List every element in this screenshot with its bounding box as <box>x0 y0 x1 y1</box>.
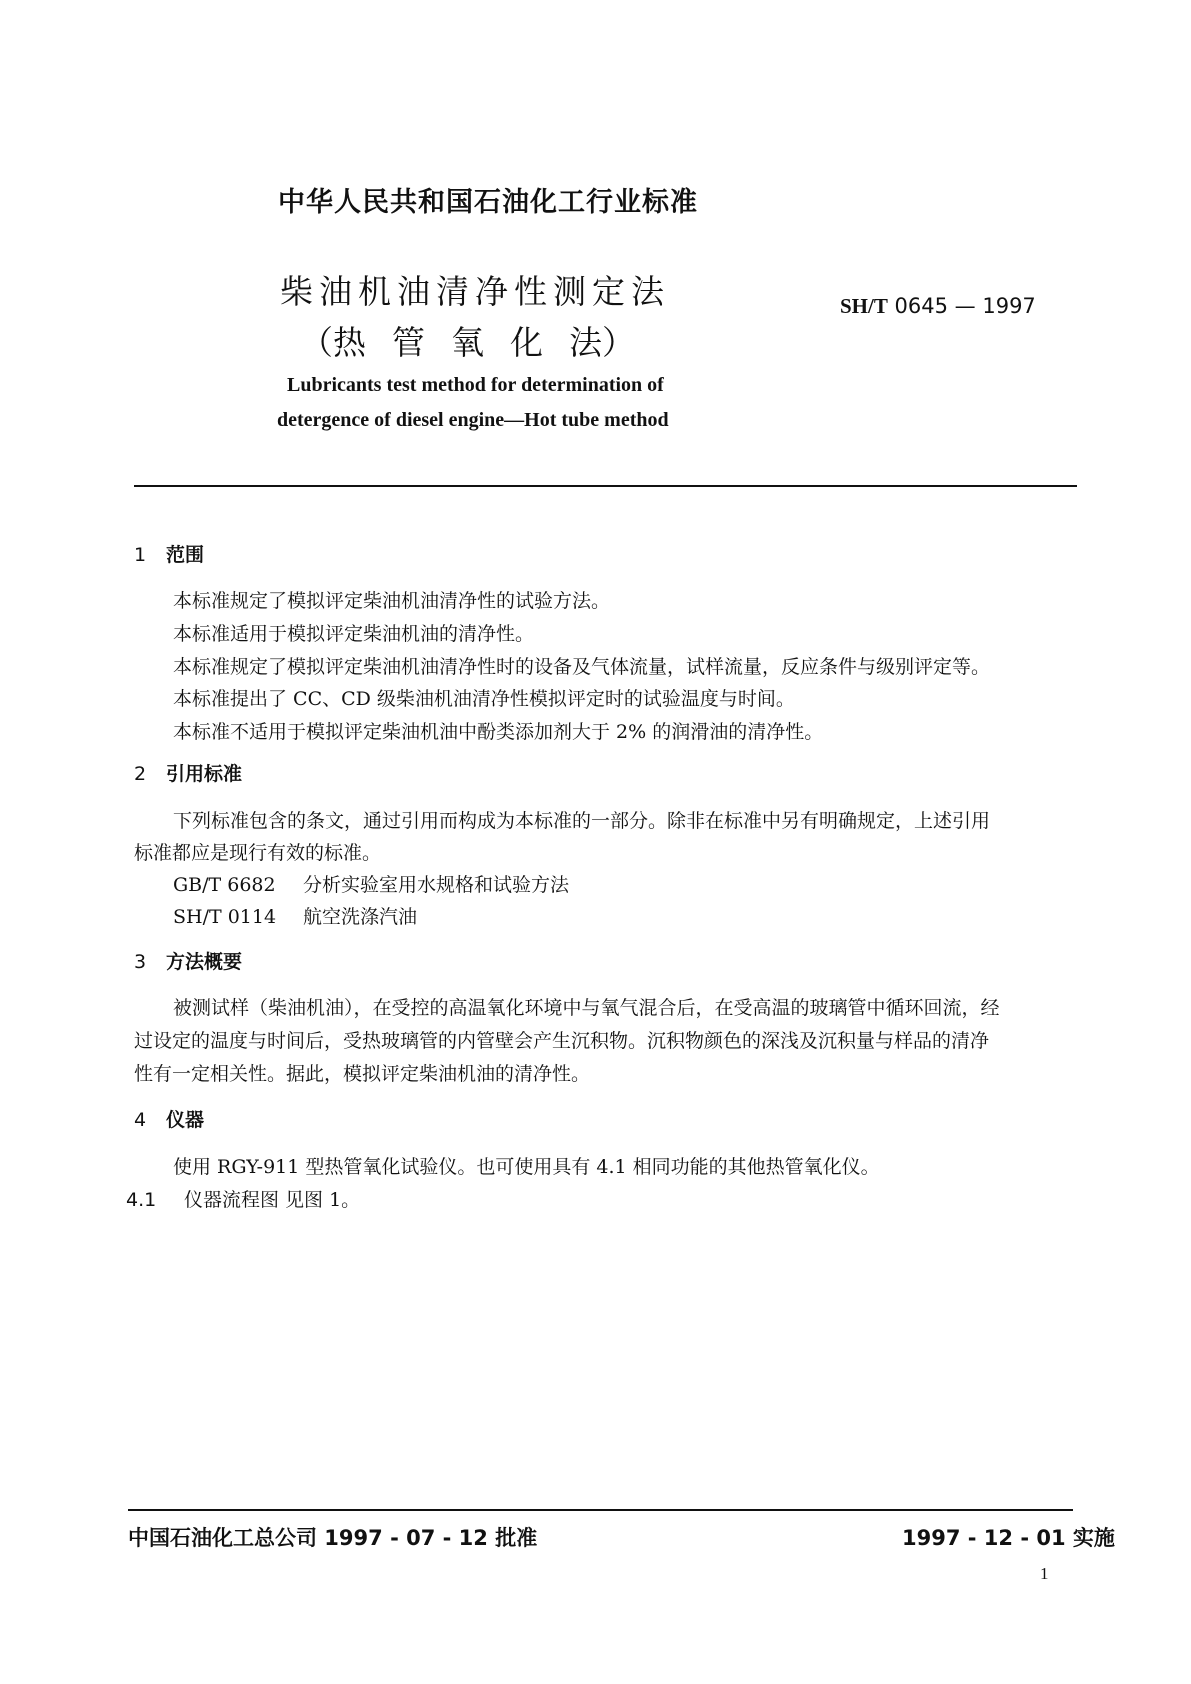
subsection-4-1 <box>126 1185 360 1212</box>
paragraph-line: 本标准规定了模拟评定柴油机油清净性的试验方法。 <box>173 590 611 612</box>
implementation-date: 1997 - 12 - 01 实施 <box>902 1526 1115 1550</box>
paragraph-line: 性有一定相关性。据此，模拟评定柴油机油的清净性。 <box>134 1063 591 1085</box>
section-title: 范围 <box>166 544 205 566</box>
section-heading-normative-references <box>134 759 242 786</box>
section-heading-method-summary <box>134 947 242 974</box>
subtitle-char: 氧 <box>451 323 484 362</box>
section-number: 1 <box>134 544 147 566</box>
paragraph-line: 下列标准包含的条文，通过引用而构成为本标准的一部分。除非在标准中另有明确规定，上述引用 <box>173 810 991 832</box>
reference-item <box>173 902 417 929</box>
document-title-en-line2: detergence of diesel engine—Hot tube method <box>277 409 669 431</box>
paragraph-line: 使用 RGY-911 型热管氧化试验仪。也可使用具有 4.1 相同功能的其他热管氧化仪。 <box>173 1156 880 1178</box>
document-title-cn: 柴油机油清净性测定法 <box>280 272 670 311</box>
issuing-organization: 中华人民共和国石油化工行业标准 <box>278 187 698 218</box>
paragraph-line: 过设定的温度与时间后，受热玻璃管的内管壁会产生沉积物。沉积物颜色的深浅及沉积量与样品的清净 <box>134 1030 990 1052</box>
reference-code: GB/T 6682 <box>173 874 276 896</box>
section-title: 方法概要 <box>166 951 243 973</box>
page-number: 1 <box>1040 1564 1049 1583</box>
reference-item <box>173 870 569 897</box>
reference-code: SH/T 0114 <box>173 906 277 928</box>
subsection-text: 仪器流程图 见图 1。 <box>184 1189 361 1211</box>
paragraph-line: 本标准规定了模拟评定柴油机油清净性时的设备及气体流量，试样流量，反应条件与级别评定等。 <box>173 656 991 678</box>
document-title-en-line1: Lubricants test method for determination of <box>287 374 664 396</box>
reference-name: 分析实验室用水规格和试验方法 <box>303 874 570 896</box>
standard-number <box>840 294 1036 319</box>
section-heading-apparatus <box>134 1105 204 1132</box>
standard-number-value: 0645 — 1997 <box>894 294 1036 318</box>
subtitle-char: 管 <box>392 323 425 362</box>
paragraph-line: 本标准适用于模拟评定柴油机油的清净性。 <box>173 623 535 645</box>
paragraph-line: 被测试样（柴油机油），在受控的高温氧化环境中与氧气混合后，在受高温的玻璃管中循环回流，经 <box>173 997 1000 1019</box>
section-number: 4 <box>134 1109 147 1131</box>
subtitle-char: 化 <box>510 323 543 362</box>
section-heading-scope <box>134 540 204 567</box>
subtitle-char: （热 <box>300 323 366 362</box>
section-title: 仪器 <box>166 1109 205 1131</box>
footer-divider <box>128 1509 1073 1511</box>
paragraph-line: 标准都应是现行有效的标准。 <box>134 842 382 864</box>
standard-code: SH/T <box>840 294 888 318</box>
section-number: 2 <box>134 763 147 785</box>
approval-info: 中国石油化工总公司 1997 - 07 - 12 批准 <box>128 1526 538 1550</box>
paragraph-line: 本标准不适用于模拟评定柴油机油中酚类添加剂大于 2% 的润滑油的清净性。 <box>173 721 824 743</box>
subtitle-char: 法） <box>569 323 635 362</box>
section-number: 3 <box>134 951 147 973</box>
paragraph-line: 本标准提出了 CC、CD 级柴油机油清净性模拟评定时的试验温度与时间。 <box>173 688 795 710</box>
document-subtitle-cn <box>300 317 635 364</box>
header-divider <box>134 485 1077 487</box>
section-title: 引用标准 <box>166 763 243 785</box>
reference-name: 航空洗涤汽油 <box>303 906 418 928</box>
subsection-number: 4.1 <box>126 1189 157 1211</box>
